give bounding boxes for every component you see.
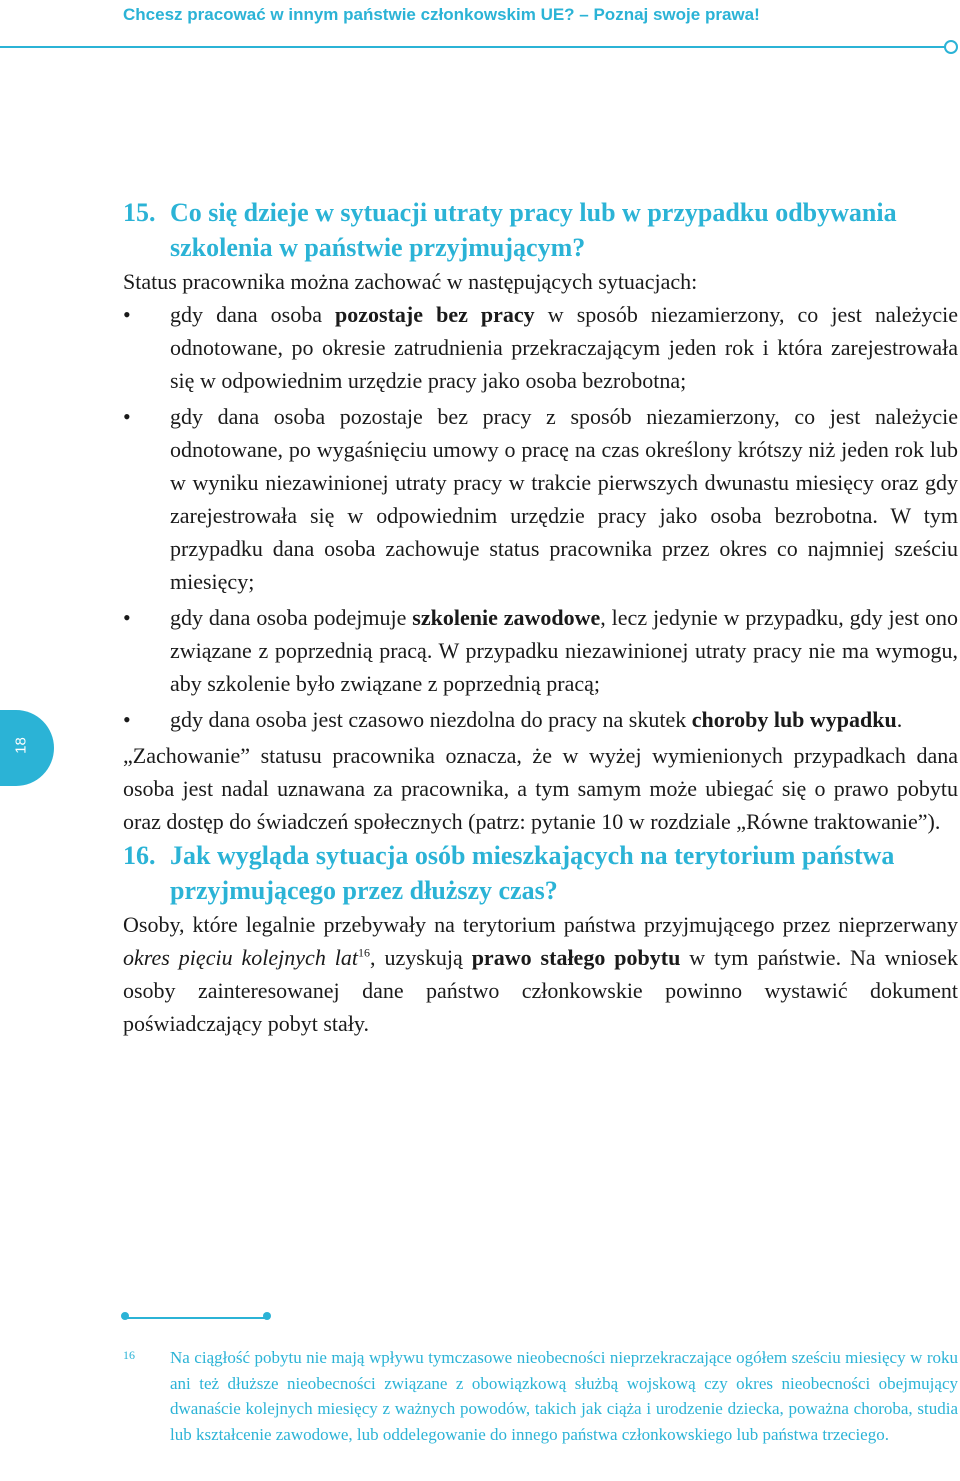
paragraph-text: w tym państwie. Na wniosek osoby zainteresowanej dane państwo członkowskie powinno wystawić dokument poświadczający pobyt stały.	[123, 945, 958, 1036]
list-item-text: gdy dana osoba pozostaje bez pracy z sposób niezamierzony, co jest należycie odnotowane, po wygaśnięciu umowy o pracę na czas określony krótszy niż jeden rok lub w wyniku niezawinionej utraty pracy w trakcie pierwszych dwunastu miesięcy oraz gdy zarejestrowała się w odpowiednim urzędzie pracy jako osoba bezrobotna. W tym przypadku dana osoba zachowuje status pracownika przez okres co najmniej sześciu miesięcy;	[170, 404, 958, 594]
footnote-separator-dot-left	[121, 1312, 129, 1320]
list-item	[123, 601, 958, 700]
list-item-emphasis: pozostaje bez pracy	[335, 302, 535, 327]
footnote-16	[123, 1345, 958, 1447]
footnote-reference[interactable]: 16	[358, 945, 371, 960]
list-item-emphasis: szkolenie zawodowe	[412, 605, 601, 630]
paragraph-text: Osoby, które legalnie przebywały na terytorium państwa przyjmującego przez nieprzerwany	[123, 912, 958, 937]
section-15-conclusion: „Zachowanie” statusu pracownika oznacza, że w wyżej wymienionych przypadkach dana osoba jest nadal uznawana za pracownika, a tym samym może ubiegać się o prawo pobytu oraz dostęp do świadczeń społecznych (patrz: pytanie 10 w rozdziale „Równe traktowanie”).	[123, 743, 958, 834]
list-item	[123, 298, 958, 397]
running-header: Chcesz pracować w innym państwie członkowskim UE? – Poznaj swoje prawa!	[123, 5, 760, 24]
list-item-text: gdy dana osoba jest czasowo niezdolna do pracy na skutek	[170, 707, 692, 732]
list-item-emphasis: choroby lub wypadku	[691, 707, 897, 732]
section-16-title: Jak wygląda sytuacja osób mieszkających na terytorium państwa przyjmującego przez dłuższy czas?	[170, 841, 895, 905]
paragraph-emphasis: prawo stałego pobytu	[471, 945, 681, 970]
paragraph-text: , uzyskują	[370, 945, 472, 970]
section-15-number: 15.	[123, 198, 156, 227]
retention-conditions-list	[123, 298, 958, 736]
footnote-separator-dot-right	[263, 1312, 271, 1320]
section-16-number: 16.	[123, 841, 156, 870]
list-item-text: .	[896, 707, 903, 732]
footnote-separator	[123, 1317, 267, 1319]
list-item-text: gdy dana osoba podejmuje	[170, 605, 413, 630]
section-15-heading	[123, 195, 958, 265]
section-16-paragraph	[123, 908, 958, 1040]
paragraph-italic: okres pięciu kolejnych lat	[123, 945, 359, 970]
list-item-text: , lecz jedynie w przypadku, gdy jest ono związane z poprzednią pracą. W przypadku niezawinionej utraty pracy nie ma wymogu, aby szkolenie było związane z poprzednią pracą;	[170, 605, 958, 696]
section-16-heading	[123, 838, 958, 908]
list-item	[123, 400, 958, 598]
header-rule-end-circle	[944, 40, 958, 54]
list-item-text: gdy dana osoba	[170, 302, 336, 327]
footnote-number: 16	[123, 1348, 135, 1362]
page-number: 18	[12, 737, 30, 754]
footnote-text: Na ciągłość pobytu nie mają wpływu tymczasowe nieobecności nieprzekraczające ogółem sześciu miesięcy w roku ani też dłuższe nieobecności związane z obowiązkową służbą wojskową czy okres nieobecności obejmujący dwanaście kolejnych miesięcy z ważnych powodów, takich jak ciąża i urodzenie dziecka, poważna choroba, studia lub kształcenie zawodowe, lub oddelegowanie do innego państwa członkowskiego lub państwa trzeciego.	[170, 1348, 958, 1444]
section-15-title: Co się dzieje w sytuacji utraty pracy lub w przypadku odbywania szkolenia w państwie przyjmującym?	[170, 198, 897, 262]
section-15-intro: Status pracownika można zachować w następujących sytuacjach:	[123, 269, 698, 294]
header-rule	[0, 46, 946, 48]
list-item	[123, 703, 958, 736]
main-content	[123, 195, 958, 1040]
list-item-text: w sposób niezamierzony, co jest należycie odnotowane, po okresie zatrudnienia przekraczającym jeden rok i która zarejestrowała się w odpowiednim urzędzie pracy jako osoba bezrobotna;	[170, 302, 958, 393]
